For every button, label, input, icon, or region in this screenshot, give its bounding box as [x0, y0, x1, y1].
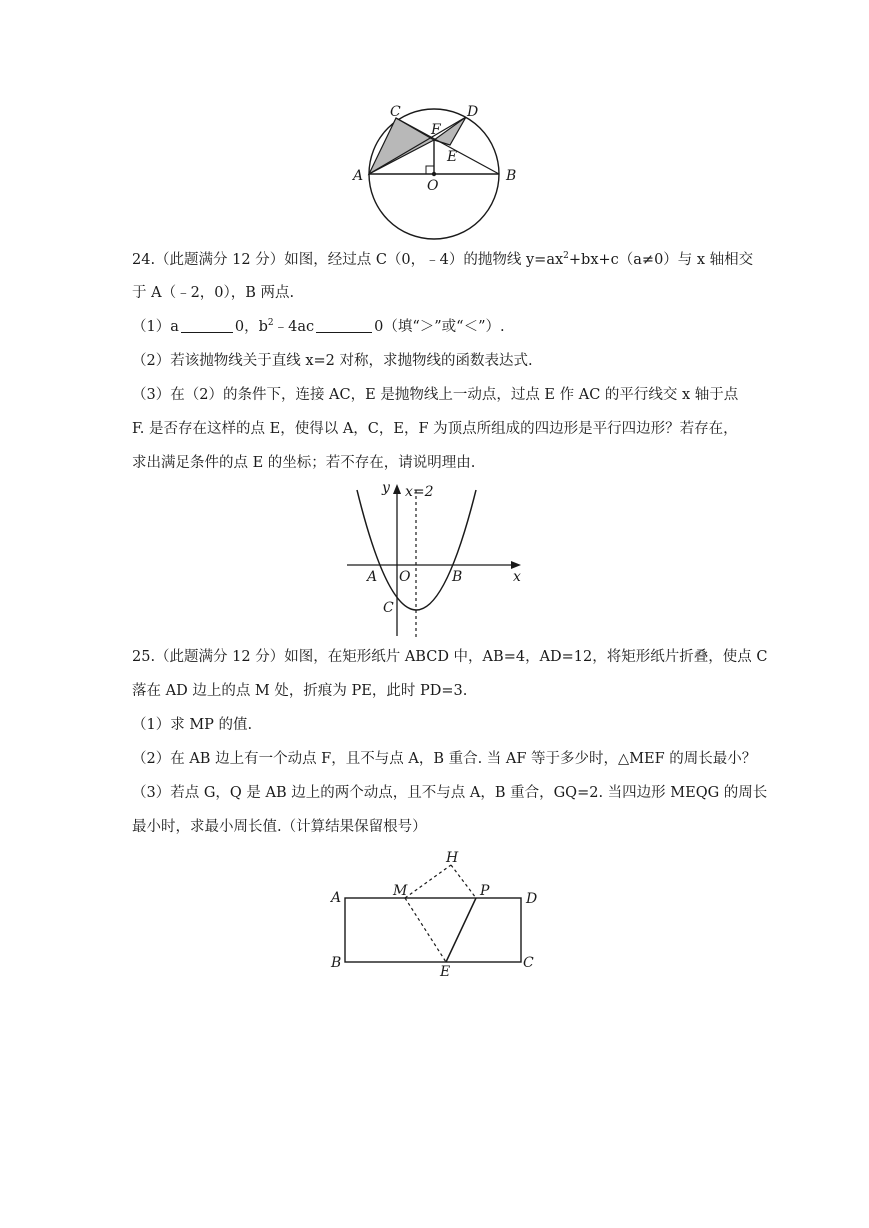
- label-y: y: [382, 480, 390, 496]
- q24-part1: （1）a 0，$b^2﹣4ac$ 0（填“＞”或“＜”）.: [132, 318, 505, 335]
- label-d: D: [467, 104, 479, 120]
- label-c: C: [390, 104, 401, 120]
- label-a: A: [331, 890, 342, 906]
- q25-line1: 25.（此题满分 12 分）如图，在矩形纸片 ABCD 中，AB=4，AD=12，将矩形纸片折叠，使点 C: [132, 649, 768, 665]
- answer-blank-1: [181, 318, 233, 333]
- y-axis-arrow: [393, 484, 401, 494]
- label-b: B: [506, 168, 517, 184]
- q25-part1: （1）求 MP 的值.: [132, 717, 253, 733]
- q25-part3-l1: （3）若点 G，Q 是 AB 边上的两个动点，且不与点 A，B 重合，GQ=2. 当四边形 MEQG 的周长: [132, 785, 768, 801]
- q25-part2: （2）在 AB 边上有一个动点 F，且不与点 A，B 重合. 当 AF 等于多少时，△MEF 的周长最小？: [132, 751, 757, 767]
- label-x: x: [513, 569, 521, 585]
- label-b: B: [452, 569, 463, 585]
- q24-part3-l1: （3）在（2）的条件下，连接 AC，E 是抛物线上一动点，过点 E 作 AC 的平行线交 x 轴于点: [132, 387, 739, 403]
- label-o: O: [399, 569, 411, 585]
- label-h: H: [446, 850, 459, 866]
- center-point: [432, 172, 436, 176]
- label-d: D: [526, 891, 538, 907]
- label-c: C: [523, 955, 534, 971]
- label-a: A: [353, 168, 364, 184]
- label-c: C: [383, 600, 394, 616]
- crease-pe: [446, 898, 476, 962]
- fold-line-me: [405, 898, 446, 962]
- label-m: M: [393, 883, 408, 899]
- label-e: E: [440, 964, 451, 980]
- label-a: A: [367, 569, 378, 585]
- x-axis-arrow: [511, 561, 521, 569]
- label-e: E: [447, 149, 458, 165]
- label-p: P: [480, 883, 490, 899]
- shaded-triangle-left: [369, 118, 434, 174]
- q24-line2: 于 A（﹣2，0），B 两点.: [132, 285, 295, 301]
- label-o: O: [427, 178, 439, 194]
- fold-line-hp: [451, 865, 476, 898]
- q24-part3-l2: F. 是否存在这样的点 E，使得以 A，C，E，F 为顶点所组成的四边形是平行四边形？若存在，: [132, 421, 738, 437]
- q24-part2: （2）若该抛物线关于直线 x=2 对称，求抛物线的函数表达式.: [132, 353, 533, 369]
- q24-part3-l3: 求出满足条件的点 E 的坐标；若不存在，请说明理由.: [132, 455, 476, 471]
- answer-blank-2: [316, 318, 372, 333]
- label-f: F: [431, 122, 441, 138]
- rectangle-abcd: [345, 898, 521, 962]
- circle-figure: [340, 95, 520, 245]
- q25-line2: 落在 AD 边上的点 M 处，折痕为 PE，此时 PD=3.: [132, 683, 468, 699]
- q25-part3-l2: 最小时，求最小周长值.（计算结果保留根号）: [132, 819, 427, 835]
- parabola-figure: [340, 478, 530, 640]
- label-b: B: [331, 955, 342, 971]
- fold-line-mh: [405, 865, 451, 898]
- label-symmetry: x=2: [405, 484, 434, 500]
- rectangle-figure: [325, 845, 545, 980]
- q24-line1: 24.（此题满分 12 分）如图，经过点 C（0，﹣4）的抛物线 $y=ax^2+bx+c(a\ne 0)$与 x 轴相交: [132, 251, 754, 268]
